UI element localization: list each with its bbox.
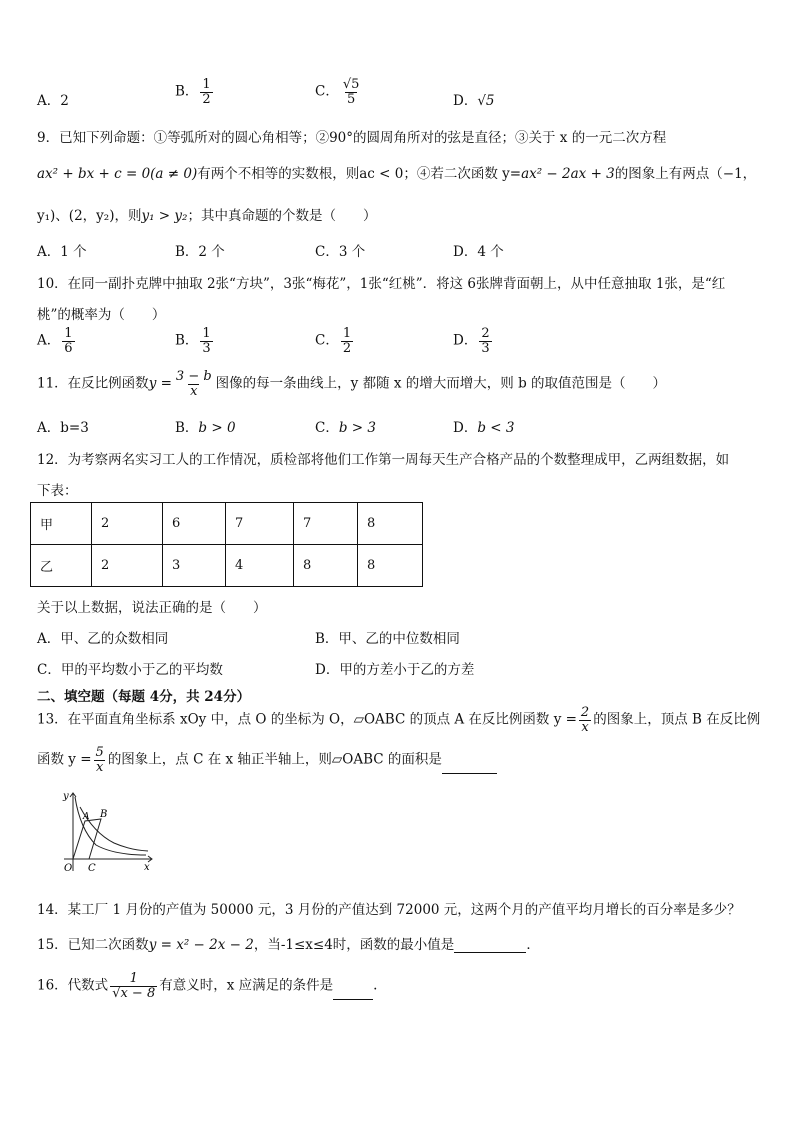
table-cell: 6 <box>163 503 226 545</box>
q9-function: ax² − 2ax + 3 <box>521 166 615 182</box>
q10-d-fraction <box>479 327 491 355</box>
q13-line-1 <box>37 706 760 734</box>
q10-c-den: 2 <box>342 340 352 356</box>
fig-label-x: x <box>144 862 150 873</box>
q16-answer-blank[interactable] <box>333 985 373 1000</box>
q8-option-b-prefix: B． <box>175 83 199 100</box>
section-title-fill-in: 二、填空题（每题 4分，共 24分） <box>37 689 251 705</box>
q8-option-b-fraction <box>200 78 212 106</box>
q9-equation: ax² + bx + c = 0(a ≠ 0) <box>37 166 198 182</box>
q13-den-1: x <box>581 719 589 735</box>
q9-line-2-text: 有两个不相等的实数根，则ac < 0；④若二次函数 y= <box>197 166 522 182</box>
q10-b-prefix: B． <box>175 332 199 349</box>
q15-answer-blank[interactable] <box>454 938 526 953</box>
q10-b-fraction <box>200 327 212 355</box>
q12-option-c: C．甲的平均数小于乙的平均数 <box>37 662 223 678</box>
q12-data-table <box>30 502 423 587</box>
q11-fraction <box>174 370 214 398</box>
q11-den: x <box>190 383 198 399</box>
table-cell: 3 <box>163 545 226 587</box>
q8-option-b <box>175 78 215 106</box>
q10-d-prefix: D． <box>453 332 478 349</box>
q12-option-b: B．甲、乙的中位数相同 <box>315 631 460 647</box>
q11-stem <box>37 370 666 398</box>
q16-den: √x − 8 <box>112 985 156 1001</box>
q13-fraction-2 <box>94 746 106 774</box>
q8-option-d-prefix: D． <box>453 93 478 109</box>
q16-a: 16．代数式 <box>37 977 109 994</box>
q12-option-a: A．甲、乙的众数相同 <box>37 631 169 647</box>
q10-a-prefix: A． <box>37 332 61 349</box>
q11-b: 图像的每一条曲线上，y 都随 x 的增大而增大，则 b 的取值范围是（ ） <box>215 375 667 392</box>
q10-c-prefix: C． <box>315 332 339 349</box>
table-cell: 8 <box>358 503 423 545</box>
q10-c-num: 1 <box>342 326 352 341</box>
q12-option-d: D．甲的方差小于乙的方差 <box>315 662 475 678</box>
q9-line-3-a: y₁)、(2，y₂)，则 <box>37 208 142 224</box>
q9-option-a: A．1 个 <box>37 244 87 260</box>
q8-option-a: A．2 <box>37 93 69 109</box>
table-cell: 8 <box>294 545 358 587</box>
q8-c-den: 5 <box>346 91 356 107</box>
fig-label-o: O <box>64 863 73 874</box>
fig-label-a: A <box>83 812 90 822</box>
q10-option-a <box>37 327 77 355</box>
q16-stem <box>37 972 377 1000</box>
table-cell: 7 <box>226 503 294 545</box>
q11-num: 3 − b <box>175 369 212 384</box>
q10-line-2: 桃”的概率为（ ） <box>37 307 166 323</box>
q10-a-fraction <box>62 327 74 355</box>
q11-a: 11．在反比例函数 <box>37 375 149 392</box>
q11-option-c <box>315 416 376 436</box>
q8-c-num: √5 <box>342 77 360 92</box>
q11-option-a: A．b=3 <box>37 420 89 436</box>
q8-option-c-prefix: C． <box>315 83 339 100</box>
q10-c-fraction <box>341 327 353 355</box>
q13-line-2 <box>37 746 497 774</box>
curve-y-2-over-x <box>75 797 146 855</box>
table-row-label: 乙 <box>31 545 92 587</box>
q12-prompt: 关于以上数据，说法正确的是（ ） <box>37 600 267 616</box>
fig-label-y: y <box>63 791 69 802</box>
q10-option-d <box>453 327 494 355</box>
q9-line-1: 9．已知下列命题：①等弧所对的圆心角相等；②90°的圆周角所对的弦是直径；③关于 x 的一元二次方程 <box>37 130 667 146</box>
table-row <box>31 503 423 545</box>
q16-end: . <box>373 977 378 994</box>
q15-stem <box>37 933 540 953</box>
table-cell: 7 <box>294 503 358 545</box>
q13-a: 13．在平面直角坐标系 xOy 中，点 O 的坐标为 O，▱OABC 的顶点 A 在反比例函数 y = <box>37 711 577 728</box>
fig-label-b: B <box>100 809 108 820</box>
q12-line-1: 12．为考察两名实习工人的工作情况，质检部将他们工作第一周每天生产合格产品的个数整理成甲，乙两组数据，如 <box>37 452 730 468</box>
q13-b: 的图象上，顶点 B 在反比例 <box>593 711 761 728</box>
q13-c: 函数 y = <box>37 751 92 768</box>
q10-option-c <box>315 327 355 355</box>
q13-figure <box>58 785 158 875</box>
q11-c-value: b > 3 <box>338 420 376 436</box>
q13-den-2: x <box>96 759 104 775</box>
q10-option-b <box>175 327 215 355</box>
q9-line-2 <box>37 162 756 182</box>
q11-y: y = <box>148 375 172 392</box>
q9-inequality: y₁ > y₂ <box>141 208 188 224</box>
q9-option-b: B．2 个 <box>175 244 225 260</box>
q8-option-d <box>453 89 495 109</box>
q9-line-3-b: ；其中真命题的个数是（ ） <box>187 208 377 224</box>
q13-num-2: 5 <box>95 745 104 760</box>
q8-option-c <box>315 78 363 106</box>
q15-a: 15．已知二次函数 <box>37 937 149 953</box>
q11-b-value: b > 0 <box>198 420 236 436</box>
q11-option-b <box>175 416 236 436</box>
q11-b-prefix: B． <box>175 420 199 436</box>
q8-b-den: 2 <box>202 91 211 107</box>
curve-y-5-over-x <box>80 807 148 851</box>
q10-a-den: 6 <box>64 340 73 356</box>
table-cell: 8 <box>358 545 423 587</box>
q10-a-num: 1 <box>64 326 73 341</box>
q11-c-prefix: C． <box>315 420 339 436</box>
q10-d-num: 2 <box>481 326 490 341</box>
q10-d-den: 3 <box>481 340 490 356</box>
table-cell: 2 <box>92 503 163 545</box>
q10-line-1: 10．在同一副扑克牌中抽取 2张“方块”，3张“梅花”，1张“红桃”．将这 6张牌背面朝上，从中任意抽取 1张，是“红 <box>37 276 726 292</box>
q11-d-prefix: D． <box>453 420 478 436</box>
table-row <box>31 545 423 587</box>
q11-option-d <box>453 416 514 436</box>
q10-b-num: 1 <box>202 326 211 341</box>
table-cell: 2 <box>92 545 163 587</box>
q15-b: ，当-1≤x≤4时，函数的最小值是 <box>253 937 455 953</box>
q15-function: y = x² − 2x − 2 <box>148 937 254 953</box>
q9-line-2-end: 的图象上有两点（−1， <box>614 166 757 182</box>
parallelogram-oabc <box>73 819 101 859</box>
table-row-label: 甲 <box>31 503 92 545</box>
q9-option-d: D．4 个 <box>453 244 504 260</box>
q14-stem: 14．某工厂 1 月份的产值为 50000 元，3 月份的产值达到 72000 元，这两个月的产值平均月增长的百分率是多少？ <box>37 902 741 918</box>
q11-d-value: b < 3 <box>477 420 515 436</box>
q13-answer-blank[interactable] <box>442 759 497 774</box>
q12-line-2: 下表： <box>37 483 78 499</box>
q15-end: ． <box>526 937 540 953</box>
q8-option-d-value: √5 <box>477 93 495 109</box>
q16-num: 1 <box>129 971 138 986</box>
q13-fraction-1 <box>579 706 591 734</box>
q10-b-den: 3 <box>202 340 211 356</box>
q16-b: 有意义时，x 应满足的条件是 <box>159 977 334 994</box>
q8-b-num: 1 <box>202 77 211 92</box>
q9-option-c: C．3 个 <box>315 244 366 260</box>
q9-line-3 <box>37 204 376 224</box>
q13-num-1: 2 <box>580 705 590 720</box>
fig-label-c: C <box>88 863 96 874</box>
q16-fraction <box>110 972 157 1000</box>
q8-option-c-fraction <box>341 78 362 106</box>
table-cell: 4 <box>226 545 294 587</box>
q13-d: 的图象上，点 C 在 x 轴正半轴上，则▱OABC 的面积是 <box>107 751 442 768</box>
